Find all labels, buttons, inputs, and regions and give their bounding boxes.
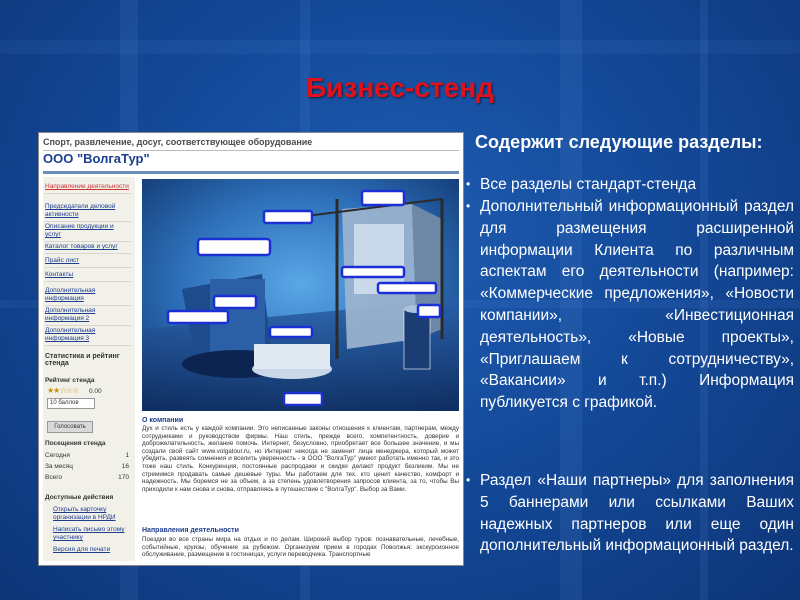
about-text: Дух и стиль есть у каждой компании. Это неписанные законы отношения к клиентам, партнерам, между сотрудниками и руководством фирмы. Наш стиль, прежде всего, компетентность, доверие и доброжелательность, желание помочь. Интернет, безусловно, приобретает все большее значение, и мы создали свой сайт www.volgatour.ru, но Интернет никогда не заменит лица менеджера, который может убедить, развеять сомнения и вселить уверенность - в ООО "ВолгаТур" умеют работать именно так, и это тоже наш стиль. Конкуренция, постоянные распродажи и скидки делают продукт безликим. Мы не стремимся продавать самые дешевые туры. Мы работаем для тех, кто ценит качество, комфорт и надежность. Мы боремся не за объем, а за степень удовлетворения запросов клиента, за то, чтобы Вы приходили к нам снова и снова, отправляясь в путешествие с "ВолгаТур". Выбор за Вами. <box>142 425 459 493</box>
sections-heading: Содержит следующие разделы: <box>475 132 763 152</box>
direction-text: Поездки во все страны мира на отдых и по делам. Широкий выбор туров: познавательные, лечебные, событийные, круизы, обучение за рубежом. Организуем прием в городах Поволжья: экскурсионное обслуживание, размещение в гостиницах, услуги переводчика. Транспортные <box>142 536 459 559</box>
nav-item[interactable]: Дополнительная информация 2 <box>45 307 131 326</box>
bullet-text: Все разделы стандарт-стенда <box>480 176 697 193</box>
header-bar <box>43 171 459 174</box>
booth-3d-image <box>142 179 459 411</box>
bullet-text: Раздел «Наши партнеры» для заполнения 5 баннерами или ссылками Ваших надежных партнеров или еще один дополнительный информационный раздел. <box>480 472 794 555</box>
about-title: О компании <box>142 417 184 424</box>
nav-item[interactable]: Председатели деловой активности <box>45 203 131 222</box>
rating-select[interactable]: 10 баллов <box>47 398 95 409</box>
visits-value: 16 <box>121 463 129 470</box>
rating-value: 0.00 <box>89 388 102 395</box>
direction-title: Направления деятельности <box>142 527 239 534</box>
company-name: ООО "ВолгаТур" <box>43 151 150 166</box>
bullet-item <box>466 174 794 196</box>
action-link[interactable]: Написать письмо этому участнику <box>53 526 125 541</box>
nav-item[interactable]: Направление деятельности <box>45 183 131 194</box>
vote-button[interactable]: Голосовать <box>47 421 93 433</box>
bullet-marker: • <box>466 199 471 213</box>
nav-item[interactable]: Каталог товаров и услуг <box>45 243 131 254</box>
visits-label: Всего <box>45 474 63 481</box>
visits-title: Посещения стенда <box>45 440 106 447</box>
nav-item[interactable]: Прайс лист <box>45 257 131 268</box>
nav-item[interactable]: Дополнительная информация 3 <box>45 327 131 346</box>
sidebar <box>43 177 135 561</box>
slide-title: Бизнес-стенд <box>306 72 494 103</box>
action-link[interactable]: Версия для печати <box>53 546 111 553</box>
bullet-marker: • <box>466 177 471 191</box>
visits-value: 170 <box>118 474 129 481</box>
nav-item[interactable]: Дополнительная информация <box>45 287 131 306</box>
nav-item[interactable]: Описание продукции и услуг <box>45 223 131 242</box>
bullet-item <box>466 196 794 414</box>
background-streak <box>0 40 800 54</box>
bullet-text: Дополнительный информационный раздел для размещения расширенной информации Клиента по различным аспектам его деятельности (например: «Коммерческие предложения», «Новости компании», «Инвестиционная деятельность», «Новые проекты», «Приглашаем к сотрудничеству», «Вакансии» и т.п.) Информация публикуется с графикой. <box>480 198 794 412</box>
visits-label: За месяц <box>45 463 73 470</box>
action-link[interactable]: Открыть карточку организации в НРДИ <box>53 506 116 521</box>
bullet-marker: • <box>466 473 471 487</box>
visits-label: Сегодня <box>45 452 70 459</box>
rating-label: Рейтинг стенда <box>45 377 95 384</box>
rating-stars: ★★☆☆☆ <box>47 386 78 395</box>
nav-item[interactable]: Контакты <box>45 271 131 282</box>
actions-title: Доступные действия <box>45 494 114 501</box>
website-screenshot <box>39 133 463 565</box>
visits-value: 1 <box>125 452 129 459</box>
bullet-item <box>466 470 794 557</box>
category-heading: Спорт, развлечение, досуг, соответствующее оборудование <box>43 137 459 151</box>
stats-title: Статистика и рейтинг стенда <box>45 353 120 367</box>
